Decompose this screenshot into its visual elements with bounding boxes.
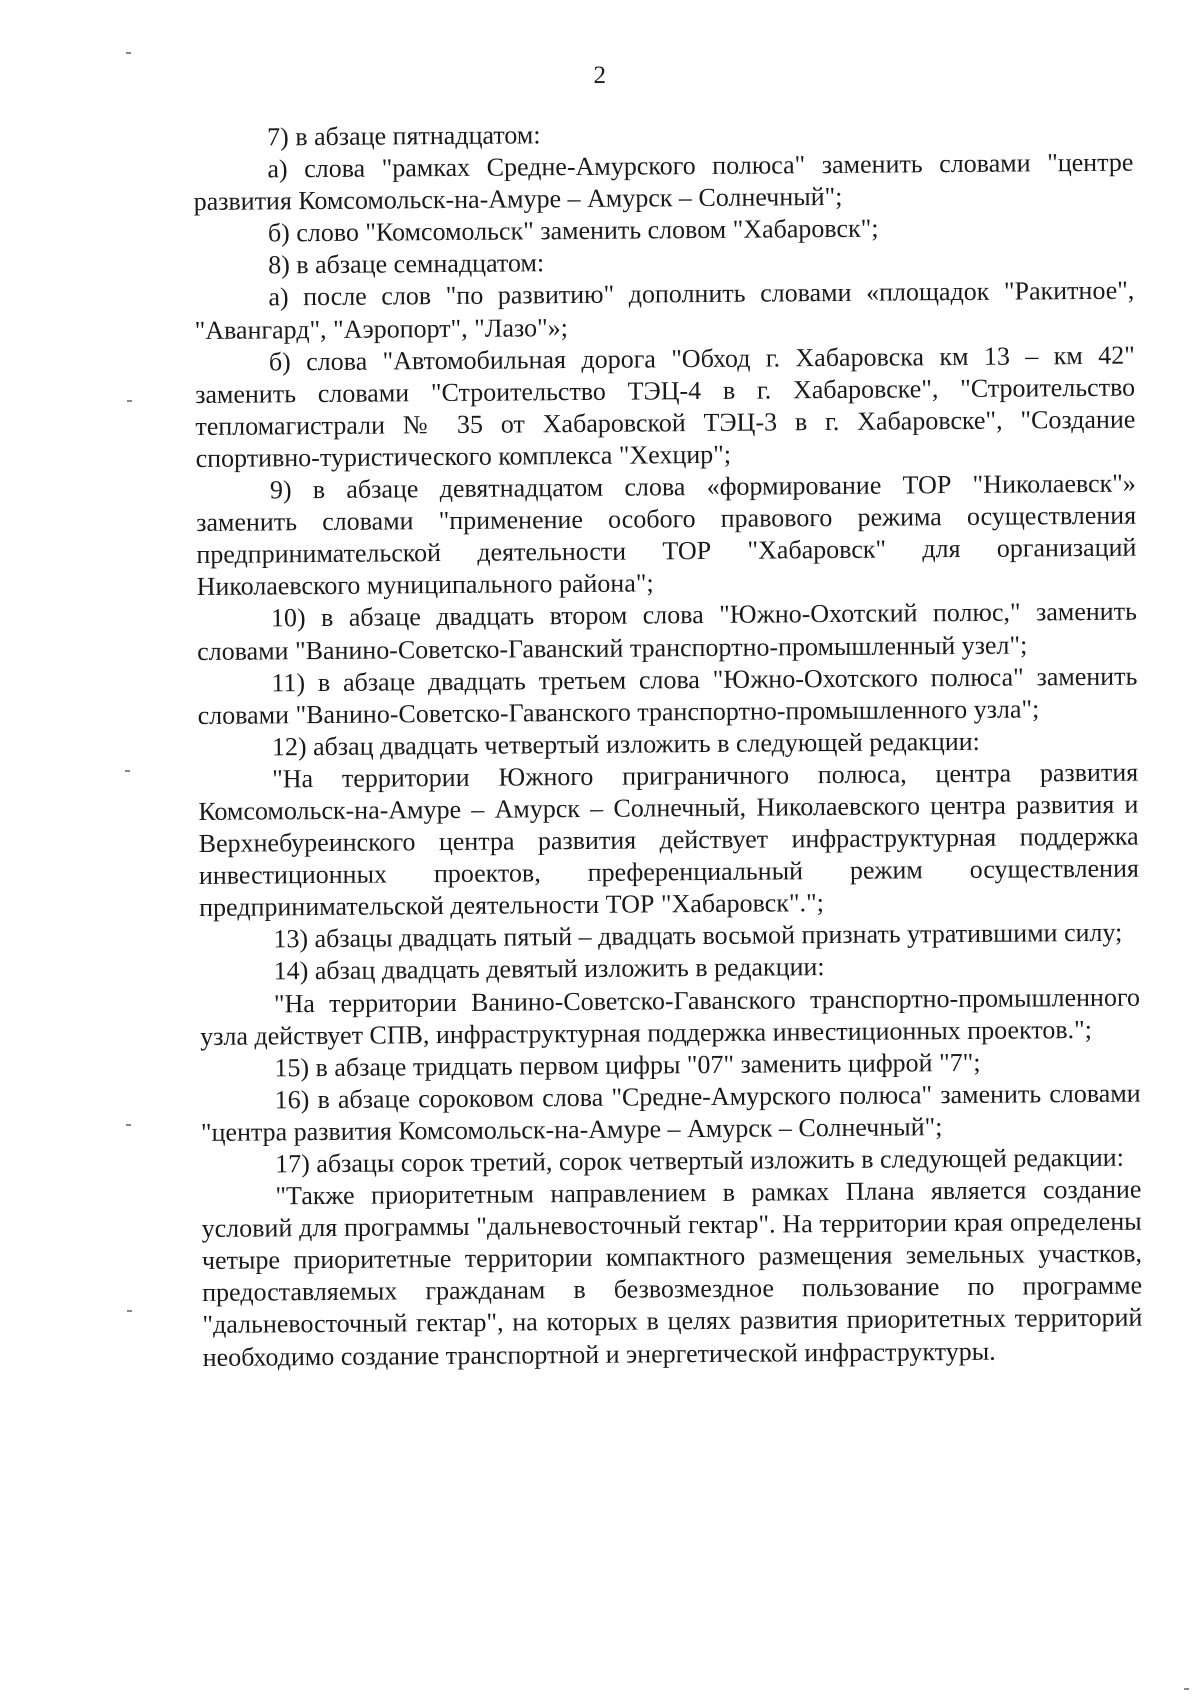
paragraph: "На территории Ванино-Советско-Гаванского транспортно-промышленного узла действует СПВ, инфраструктурная поддержка инвестиционных проектов."; bbox=[200, 982, 1141, 1051]
paragraph: 17) абзацы сорок третий, сорок четвертый изложить в следующей редакции: bbox=[275, 1142, 1124, 1179]
paragraph: 11) в абзаце двадцать третьем слова "Южно-Охотского полюса" заменить словами "Ванино-Советско-Гаванского транспортно-промышленного узла"; bbox=[197, 661, 1138, 730]
paragraph: 13) абзацы двадцать пятый – двадцать восьмой признать утратившими силу; bbox=[273, 918, 1123, 954]
scan-mark bbox=[127, 1310, 132, 1312]
document-body bbox=[193, 115, 1143, 1374]
paragraph: 15) в абзаце тридцать первом цифры "07" заменить цифрой "7"; bbox=[274, 1047, 981, 1083]
paragraph: 8) в абзаце семнадцатом: bbox=[268, 248, 545, 280]
paragraph: 10) в абзаце двадцать втором слова "Южно-Охотский полюс," заменить словами "Ванино-Советско-Гаванский транспортно-промышленный узел"; bbox=[197, 597, 1137, 666]
paragraph: 12) абзац двадцать четвертый изложить в следующей редакции: bbox=[271, 726, 980, 762]
paragraph: 9) в абзаце девятнадцатом слова «формирование ТОР "Николаевск"» заменить словами "применение особого правового режима осуществления предпринимательской деятельности ТОР "Хабаровск" для организаций Николаевского муниципального района"; bbox=[196, 468, 1137, 602]
paragraph: а) слова "рамках Средне-Амурского полюса" заменить словами "центре развития Комсомольск-на-Амуре – Амурск – Солнечный"; bbox=[193, 147, 1134, 217]
scan-mark bbox=[127, 400, 132, 402]
page-number: 2 bbox=[593, 62, 607, 89]
scan-mark bbox=[1184, 1688, 1189, 1690]
paragraph: 7) в абзаце пятнадцатом: bbox=[267, 120, 541, 152]
paragraph: 14) абзац двадцать девятый изложить в редакции: bbox=[273, 952, 825, 986]
scan-mark bbox=[125, 770, 130, 772]
paragraph: 16) в абзаце сороковом слова "Средне-Амурского полюса" заменить словами "центра развития Комсомольск-на-Амуре – Амурск – Солнечный"; bbox=[200, 1078, 1141, 1147]
scan-mark bbox=[126, 1124, 131, 1126]
paragraph: б) слово "Комсомольск" заменить словом "Хабаровск"; bbox=[267, 213, 879, 248]
paragraph: "На территории Южного приграничного полюса, центра развития Комсомольск-на-Амуре – Амурск – Солнечный, Николаевского центра развития и Верхнебуреинского центра развития действует инфраструктурная поддержка инвестиционных проектов, преференциальный режим осуществления предпринимательской деятельности ТОР "Хабаровск"."; bbox=[198, 757, 1140, 923]
paragraph: б) слова "Автомобильная дорога "Обход г. Хабаровска км 13 – км 42" заменить словами "Строительство ТЭЦ-4 в г. Хабаровске", "Строительство тепломагистрали № 35 от Хабаровской ТЭЦ-3 в г. Хабаровске", "Создание спортивно-туристического комплекса "Хехцир"; bbox=[195, 340, 1136, 473]
scan-mark bbox=[126, 52, 131, 54]
paragraph: "Также приоритетным направлением в рамках Плана является создание условий для программы "дальневосточный гектар". На территории края определены четыре приоритетные территории компактного размещения земельных участков, предоставляемых гражданам в безвозмездное пользование по программе "дальневосточный гектар", на которых в целях развития приоритетных территорий необходимо создание транспортной и энергетической инфраструктуры. bbox=[201, 1174, 1143, 1372]
paragraph: а) после слов "по развитию" дополнить словами «площадок "Ракитное", "Авангард", "Аэропорт", "Лазо"»; bbox=[194, 276, 1135, 345]
